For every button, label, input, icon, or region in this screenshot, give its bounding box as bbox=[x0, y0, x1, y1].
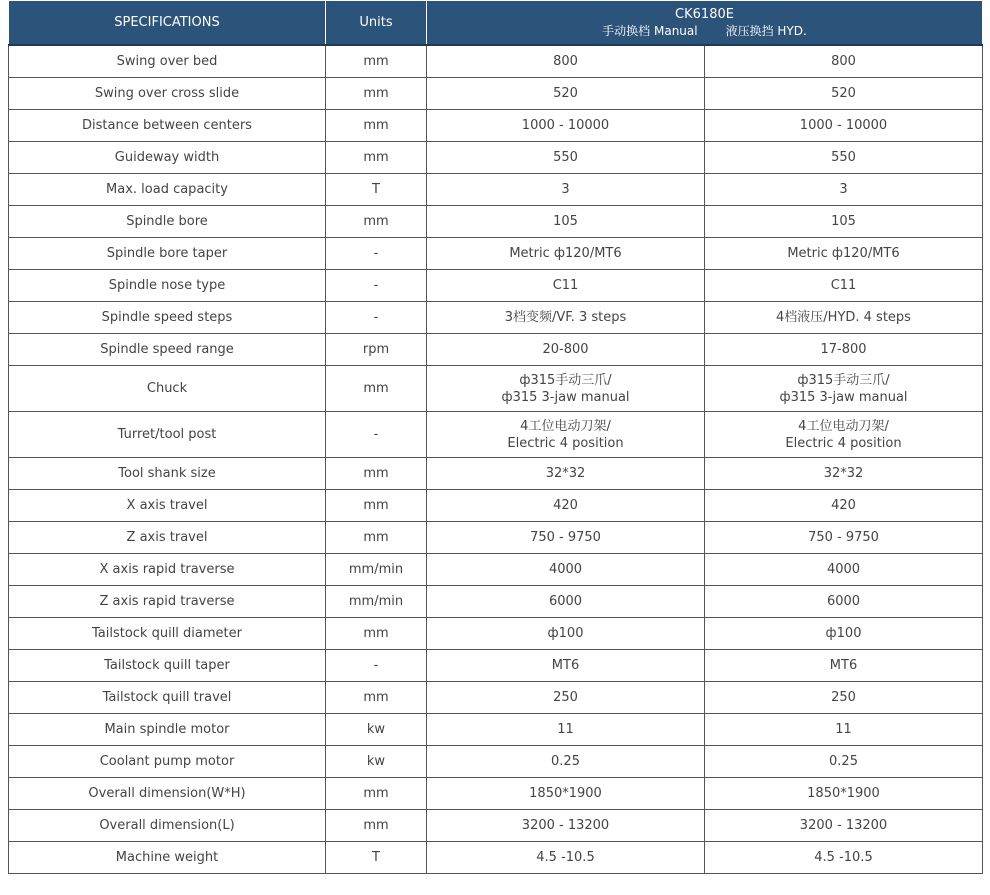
unit-cell: mm bbox=[326, 366, 427, 412]
spec-name-cell: Tailstock quill travel bbox=[9, 682, 326, 714]
table-row bbox=[9, 302, 983, 334]
manual-value-line: 3档变频/VF. 3 steps bbox=[504, 310, 627, 325]
spec-name-cell: Z axis travel bbox=[9, 522, 326, 554]
unit-cell: mm bbox=[326, 142, 427, 174]
hyd-value-line: ф315手动三爪/ bbox=[797, 372, 890, 388]
hyd-value-cell bbox=[705, 650, 983, 682]
hyd-value-line: 1000 - 10000 bbox=[799, 118, 888, 133]
unit-cell: - bbox=[326, 412, 427, 458]
spec-name-cell: Coolant pump motor bbox=[9, 746, 326, 778]
hyd-value-cell bbox=[705, 412, 983, 458]
manual-value-line: 3 bbox=[561, 182, 570, 197]
table-row bbox=[9, 412, 983, 458]
hyd-value-line: 800 bbox=[831, 54, 856, 69]
unit-cell: mm bbox=[326, 682, 427, 714]
hyd-value-cell bbox=[705, 746, 983, 778]
manual-value-line: Metric ф120/MT6 bbox=[509, 246, 622, 261]
hyd-value-line: 4工位电动刀架/ bbox=[798, 418, 889, 434]
manual-value-line: 550 bbox=[553, 150, 578, 165]
manual-value-cell bbox=[427, 458, 705, 490]
spec-name-cell: Z axis rapid traverse bbox=[9, 586, 326, 618]
manual-value-cell bbox=[427, 842, 705, 874]
table-row bbox=[9, 110, 983, 142]
header-specifications: SPECIFICATIONS bbox=[9, 1, 326, 46]
hyd-value-cell bbox=[705, 206, 983, 238]
manual-value-cell bbox=[427, 45, 705, 78]
manual-value-line: 20-800 bbox=[542, 342, 589, 357]
hyd-value-cell bbox=[705, 366, 983, 412]
unit-cell: - bbox=[326, 238, 427, 270]
header-units: Units bbox=[326, 1, 427, 46]
hyd-value-cell bbox=[705, 270, 983, 302]
hyd-value-line: C11 bbox=[830, 278, 857, 293]
table-row bbox=[9, 238, 983, 270]
hyd-value-cell bbox=[705, 586, 983, 618]
model-variants bbox=[431, 23, 978, 39]
table-row bbox=[9, 842, 983, 874]
hyd-value-cell bbox=[705, 682, 983, 714]
manual-value-line: 11 bbox=[557, 722, 574, 737]
manual-value-line: 520 bbox=[553, 86, 578, 101]
unit-cell: mm bbox=[326, 522, 427, 554]
hyd-value-cell bbox=[705, 618, 983, 650]
manual-value-cell bbox=[427, 810, 705, 842]
manual-value-line: ф100 bbox=[547, 626, 584, 641]
table-row bbox=[9, 778, 983, 810]
unit-cell: mm bbox=[326, 110, 427, 142]
spec-name-cell: Overall dimension(L) bbox=[9, 810, 326, 842]
hyd-value-cell bbox=[705, 490, 983, 522]
manual-value-line: MT6 bbox=[551, 658, 580, 673]
unit-cell: rpm bbox=[326, 334, 427, 366]
hyd-value-cell bbox=[705, 522, 983, 554]
manual-value-cell bbox=[427, 142, 705, 174]
hyd-value-line: 3 bbox=[839, 182, 848, 197]
table-row bbox=[9, 746, 983, 778]
spec-name-cell: Spindle speed range bbox=[9, 334, 326, 366]
spec-name-cell: Overall dimension(W*H) bbox=[9, 778, 326, 810]
manual-value-line: 32*32 bbox=[545, 466, 586, 481]
table-header bbox=[9, 1, 983, 46]
manual-value-line: Electric 4 position bbox=[507, 435, 624, 451]
spec-name-cell: Tailstock quill diameter bbox=[9, 618, 326, 650]
hyd-value-cell bbox=[705, 810, 983, 842]
header-row bbox=[9, 1, 983, 46]
hyd-value-line: 11 bbox=[835, 722, 852, 737]
hyd-value-cell bbox=[705, 842, 983, 874]
table-row bbox=[9, 522, 983, 554]
manual-value-line: C11 bbox=[552, 278, 579, 293]
manual-value-cell bbox=[427, 778, 705, 810]
manual-value-cell bbox=[427, 490, 705, 522]
manual-value-line: 4000 bbox=[548, 562, 583, 577]
manual-value-cell bbox=[427, 714, 705, 746]
spec-name-cell: Swing over cross slide bbox=[9, 78, 326, 110]
unit-cell: mm bbox=[326, 490, 427, 522]
hyd-value-line: 4档液压/HYD. 4 steps bbox=[776, 310, 911, 325]
unit-cell: mm bbox=[326, 458, 427, 490]
table-row bbox=[9, 650, 983, 682]
unit-cell: - bbox=[326, 650, 427, 682]
hyd-value-cell bbox=[705, 110, 983, 142]
unit-cell: mm bbox=[326, 810, 427, 842]
hyd-value-cell bbox=[705, 78, 983, 110]
spec-name-cell: Spindle bore taper bbox=[9, 238, 326, 270]
header-model bbox=[427, 1, 983, 46]
hyd-value-line: 6000 bbox=[826, 594, 861, 609]
table-row bbox=[9, 45, 983, 78]
hyd-value-cell bbox=[705, 238, 983, 270]
hyd-value-line: 17-800 bbox=[820, 342, 867, 357]
manual-value-cell bbox=[427, 78, 705, 110]
table-row bbox=[9, 490, 983, 522]
unit-cell: - bbox=[326, 270, 427, 302]
unit-cell: kw bbox=[326, 746, 427, 778]
manual-value-line: 105 bbox=[553, 214, 578, 229]
hyd-value-cell bbox=[705, 174, 983, 206]
manual-value-cell bbox=[427, 554, 705, 586]
hyd-value-cell bbox=[705, 334, 983, 366]
manual-value-line: ф315 3-jaw manual bbox=[501, 389, 630, 405]
spec-name-cell: Turret/tool post bbox=[9, 412, 326, 458]
manual-value-cell bbox=[427, 412, 705, 458]
manual-value-line: 4.5 -10.5 bbox=[536, 850, 595, 865]
unit-cell: mm bbox=[326, 206, 427, 238]
unit-cell: mm bbox=[326, 78, 427, 110]
hyd-value-line: 1850*1900 bbox=[807, 786, 880, 801]
table-row bbox=[9, 810, 983, 842]
unit-cell: mm bbox=[326, 45, 427, 78]
hyd-value-line: 0.25 bbox=[829, 754, 858, 769]
spec-name-cell: Spindle speed steps bbox=[9, 302, 326, 334]
table-row bbox=[9, 366, 983, 412]
hyd-value-line: 520 bbox=[831, 86, 856, 101]
unit-cell: mm/min bbox=[326, 554, 427, 586]
table-row bbox=[9, 206, 983, 238]
manual-value-line: 1000 - 10000 bbox=[521, 118, 610, 133]
manual-value-line: 3200 - 13200 bbox=[521, 818, 610, 833]
table-row bbox=[9, 554, 983, 586]
model-name: CK6180E bbox=[675, 6, 734, 22]
unit-cell: mm/min bbox=[326, 586, 427, 618]
hyd-value-cell bbox=[705, 554, 983, 586]
table-row bbox=[9, 334, 983, 366]
unit-cell: mm bbox=[326, 778, 427, 810]
manual-value-cell bbox=[427, 586, 705, 618]
spec-name-cell: Machine weight bbox=[9, 842, 326, 874]
unit-cell: T bbox=[326, 842, 427, 874]
hyd-value-line: 550 bbox=[831, 150, 856, 165]
variant-manual-label: 手动换档 Manual bbox=[602, 23, 698, 38]
manual-value-cell bbox=[427, 238, 705, 270]
hyd-value-cell bbox=[705, 778, 983, 810]
table-body bbox=[9, 45, 983, 874]
table-row bbox=[9, 618, 983, 650]
manual-value-cell bbox=[427, 650, 705, 682]
spec-name-cell: Spindle bore bbox=[9, 206, 326, 238]
manual-value-cell bbox=[427, 746, 705, 778]
spec-name-cell: Guideway width bbox=[9, 142, 326, 174]
hyd-value-cell bbox=[705, 302, 983, 334]
hyd-value-line: MT6 bbox=[829, 658, 858, 673]
hyd-value-line: 32*32 bbox=[823, 466, 864, 481]
table-row bbox=[9, 174, 983, 206]
table-row bbox=[9, 682, 983, 714]
hyd-value-line: 105 bbox=[831, 214, 856, 229]
manual-value-line: 4工位电动刀架/ bbox=[520, 418, 611, 434]
table-row bbox=[9, 458, 983, 490]
unit-cell: mm bbox=[326, 618, 427, 650]
unit-cell: - bbox=[326, 302, 427, 334]
spec-name-cell: Distance between centers bbox=[9, 110, 326, 142]
spec-name-cell: Spindle nose type bbox=[9, 270, 326, 302]
manual-value-cell bbox=[427, 522, 705, 554]
unit-cell: kw bbox=[326, 714, 427, 746]
unit-cell: T bbox=[326, 174, 427, 206]
manual-value-cell bbox=[427, 110, 705, 142]
manual-value-cell bbox=[427, 302, 705, 334]
table-row bbox=[9, 714, 983, 746]
spec-name-cell: Main spindle motor bbox=[9, 714, 326, 746]
hyd-value-line: 4000 bbox=[826, 562, 861, 577]
manual-value-line: 420 bbox=[553, 498, 578, 513]
hyd-value-line: Electric 4 position bbox=[785, 435, 902, 451]
table-row bbox=[9, 78, 983, 110]
specifications-table bbox=[8, 0, 983, 874]
hyd-value-line: 3200 - 13200 bbox=[799, 818, 888, 833]
spec-name-cell: Swing over bed bbox=[9, 45, 326, 78]
hyd-value-line: 420 bbox=[831, 498, 856, 513]
manual-value-line: 1850*1900 bbox=[529, 786, 602, 801]
spec-name-cell: Chuck bbox=[9, 366, 326, 412]
manual-value-cell bbox=[427, 618, 705, 650]
hyd-value-line: Metric ф120/MT6 bbox=[787, 246, 900, 261]
table-row bbox=[9, 586, 983, 618]
spec-name-cell: X axis travel bbox=[9, 490, 326, 522]
hyd-value-cell bbox=[705, 45, 983, 78]
hyd-value-cell bbox=[705, 458, 983, 490]
table-row bbox=[9, 142, 983, 174]
manual-value-line: 250 bbox=[553, 690, 578, 705]
manual-value-cell bbox=[427, 174, 705, 206]
hyd-value-line: 250 bbox=[831, 690, 856, 705]
hyd-value-line: 750 - 9750 bbox=[808, 530, 879, 545]
hyd-value-cell bbox=[705, 142, 983, 174]
manual-value-line: 6000 bbox=[548, 594, 583, 609]
manual-value-line: ф315手动三爪/ bbox=[519, 372, 612, 388]
variant-hyd-label: 液压换挡 HYD. bbox=[725, 23, 807, 38]
spec-name-cell: Tool shank size bbox=[9, 458, 326, 490]
table-row bbox=[9, 270, 983, 302]
hyd-value-line: ф100 bbox=[825, 626, 862, 641]
manual-value-line: 800 bbox=[553, 54, 578, 69]
manual-value-line: 0.25 bbox=[551, 754, 580, 769]
hyd-value-cell bbox=[705, 714, 983, 746]
manual-value-line: 750 - 9750 bbox=[530, 530, 601, 545]
manual-value-cell bbox=[427, 682, 705, 714]
manual-value-cell bbox=[427, 206, 705, 238]
hyd-value-line: 4.5 -10.5 bbox=[814, 850, 873, 865]
manual-value-cell bbox=[427, 334, 705, 366]
hyd-value-line: ф315 3-jaw manual bbox=[779, 389, 908, 405]
spec-name-cell: X axis rapid traverse bbox=[9, 554, 326, 586]
manual-value-cell bbox=[427, 366, 705, 412]
spec-name-cell: Max. load capacity bbox=[9, 174, 326, 206]
manual-value-cell bbox=[427, 270, 705, 302]
spec-name-cell: Tailstock quill taper bbox=[9, 650, 326, 682]
